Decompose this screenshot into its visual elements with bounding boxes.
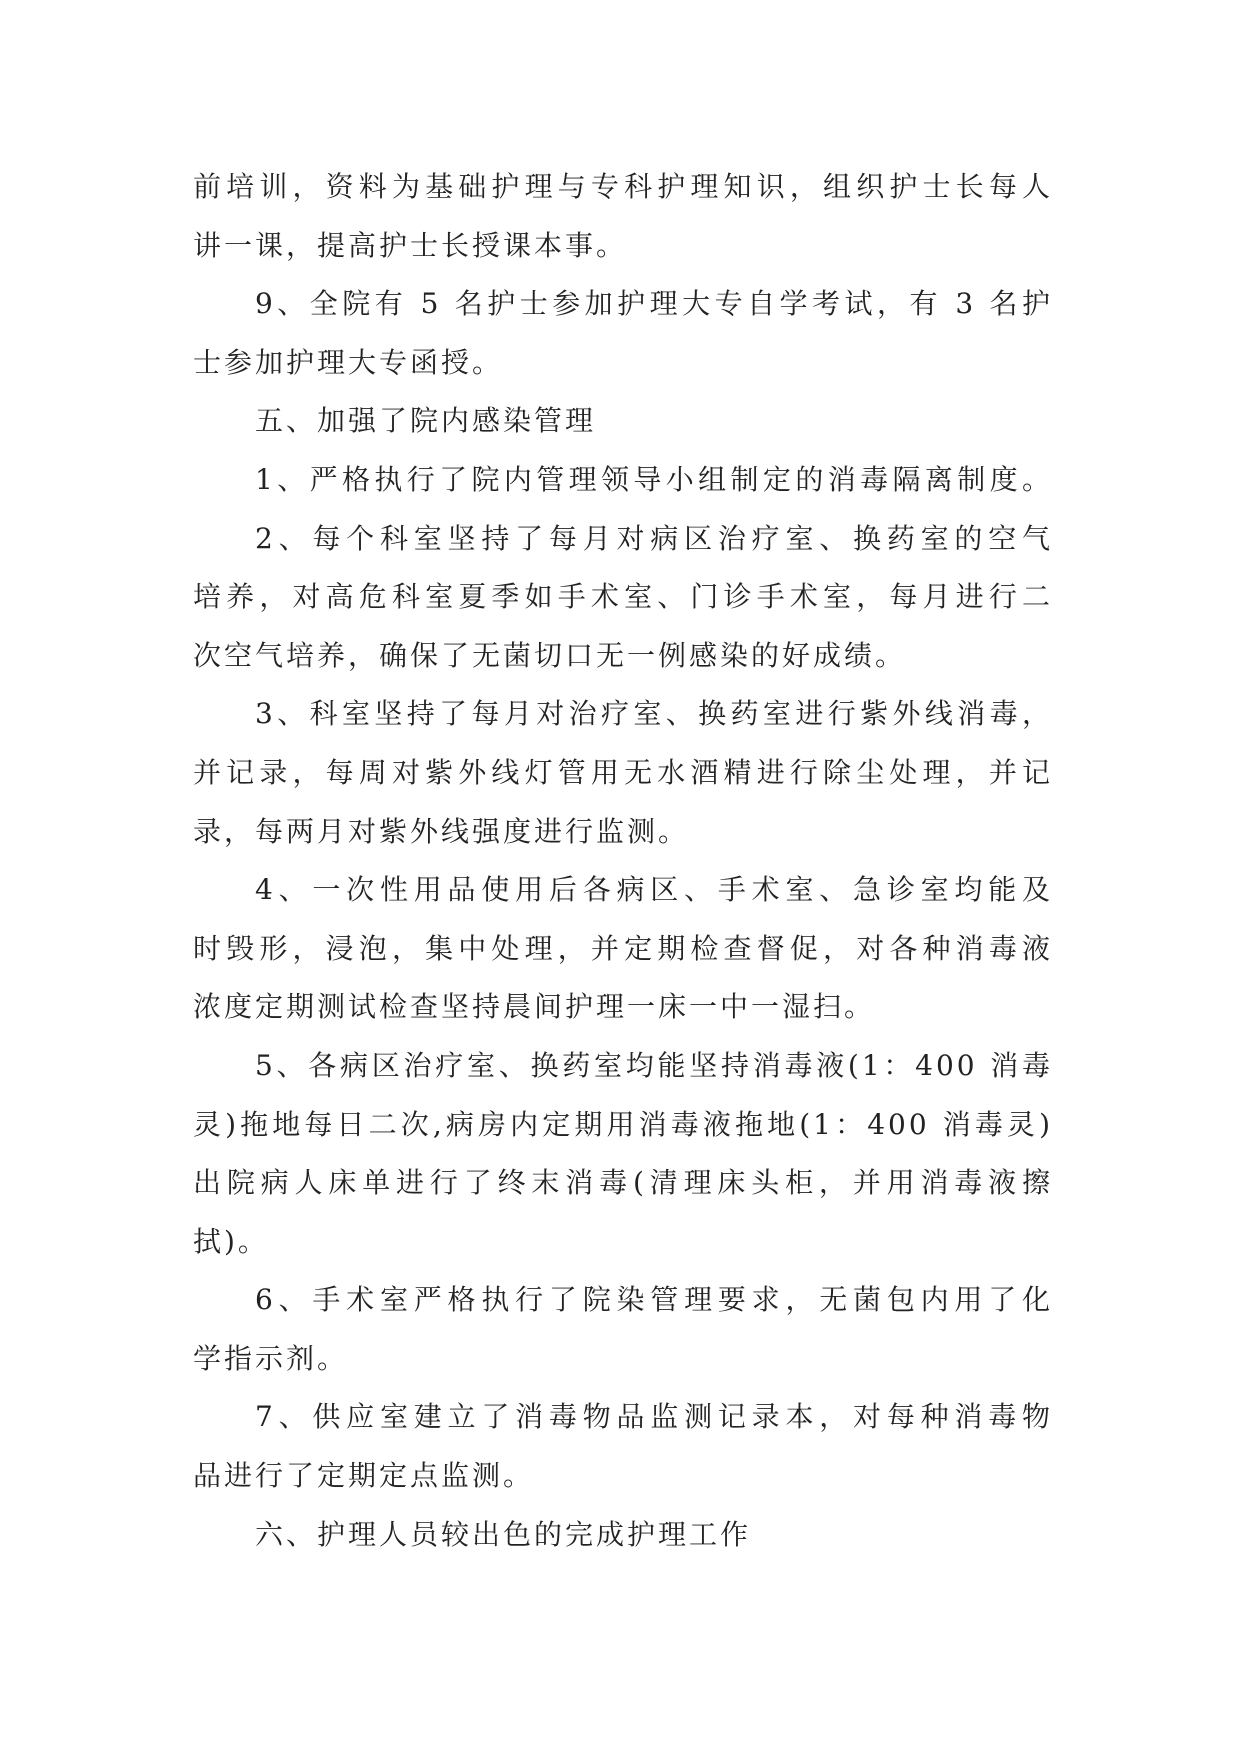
text-line: 5、各病区治疗室、换药室均能坚持消毒液(1：400 消毒 bbox=[255, 1048, 1053, 1082]
text-line: 拭)。 bbox=[193, 1224, 269, 1258]
document-body bbox=[193, 158, 1053, 1564]
text-line: 前培训，资料为基础护理与专科护理知识，组织护士长每人 bbox=[193, 170, 1053, 203]
text-line: 出院病人床单进行了终末消毒(清理床头柜，并用消毒液擦 bbox=[193, 1166, 1053, 1200]
text-line: 士参加护理大专函授。 bbox=[193, 345, 504, 379]
text-line: 1、严格执行了院内管理领导小组制定的消毒隔离制度。 bbox=[255, 462, 1053, 496]
text-line: 时毁形，浸泡，集中处理，并定期检查督促，对各种消毒液 bbox=[193, 931, 1053, 965]
text-line: 次空气培养，确保了无菌切口无一例感染的好成绩。 bbox=[193, 638, 907, 672]
text-line: 9、全院有 5 名护士参加护理大专自学考试，有 3 名护 bbox=[255, 287, 1053, 321]
text-line: 7、供应室建立了消毒物品监测记录本，对每种消毒物 bbox=[255, 1400, 1053, 1434]
text-line: 品进行了定期定点监测。 bbox=[193, 1459, 535, 1493]
text-line: 3、科室坚持了每月对治疗室、换药室进行紫外线消毒， bbox=[255, 697, 1053, 731]
text-line: 2、每个科室坚持了每月对病区治疗室、换药室的空气 bbox=[255, 521, 1053, 555]
text-line: 灵)拖地每日二次,病房内定期用消毒液拖地(1：400 消毒灵) bbox=[193, 1107, 1053, 1141]
text-line: 6、手术室严格执行了院染管理要求，无菌包内用了化 bbox=[255, 1283, 1053, 1317]
text-line: 培养，对高危科室夏季如手术室、门诊手术室，每月进行二 bbox=[193, 580, 1053, 614]
text-line: 学指示剂。 bbox=[193, 1341, 349, 1375]
text-line: 六、护理人员较出色的完成护理工作 bbox=[255, 1517, 752, 1551]
text-line: 五、加强了院内感染管理 bbox=[255, 404, 597, 438]
text-line: 讲一课，提高护士长授课本事。 bbox=[193, 228, 628, 262]
text-line: 浓度定期测试检查坚持晨间护理一床一中一湿扫。 bbox=[193, 990, 876, 1024]
text-line: 4、一次性用品使用后各病区、手术室、急诊室均能及 bbox=[255, 873, 1053, 907]
text-line: 并记录，每周对紫外线灯管用无水酒精进行除尘处理，并记 bbox=[193, 755, 1053, 789]
text-line: 录，每两月对紫外线强度进行监测。 bbox=[193, 814, 690, 848]
